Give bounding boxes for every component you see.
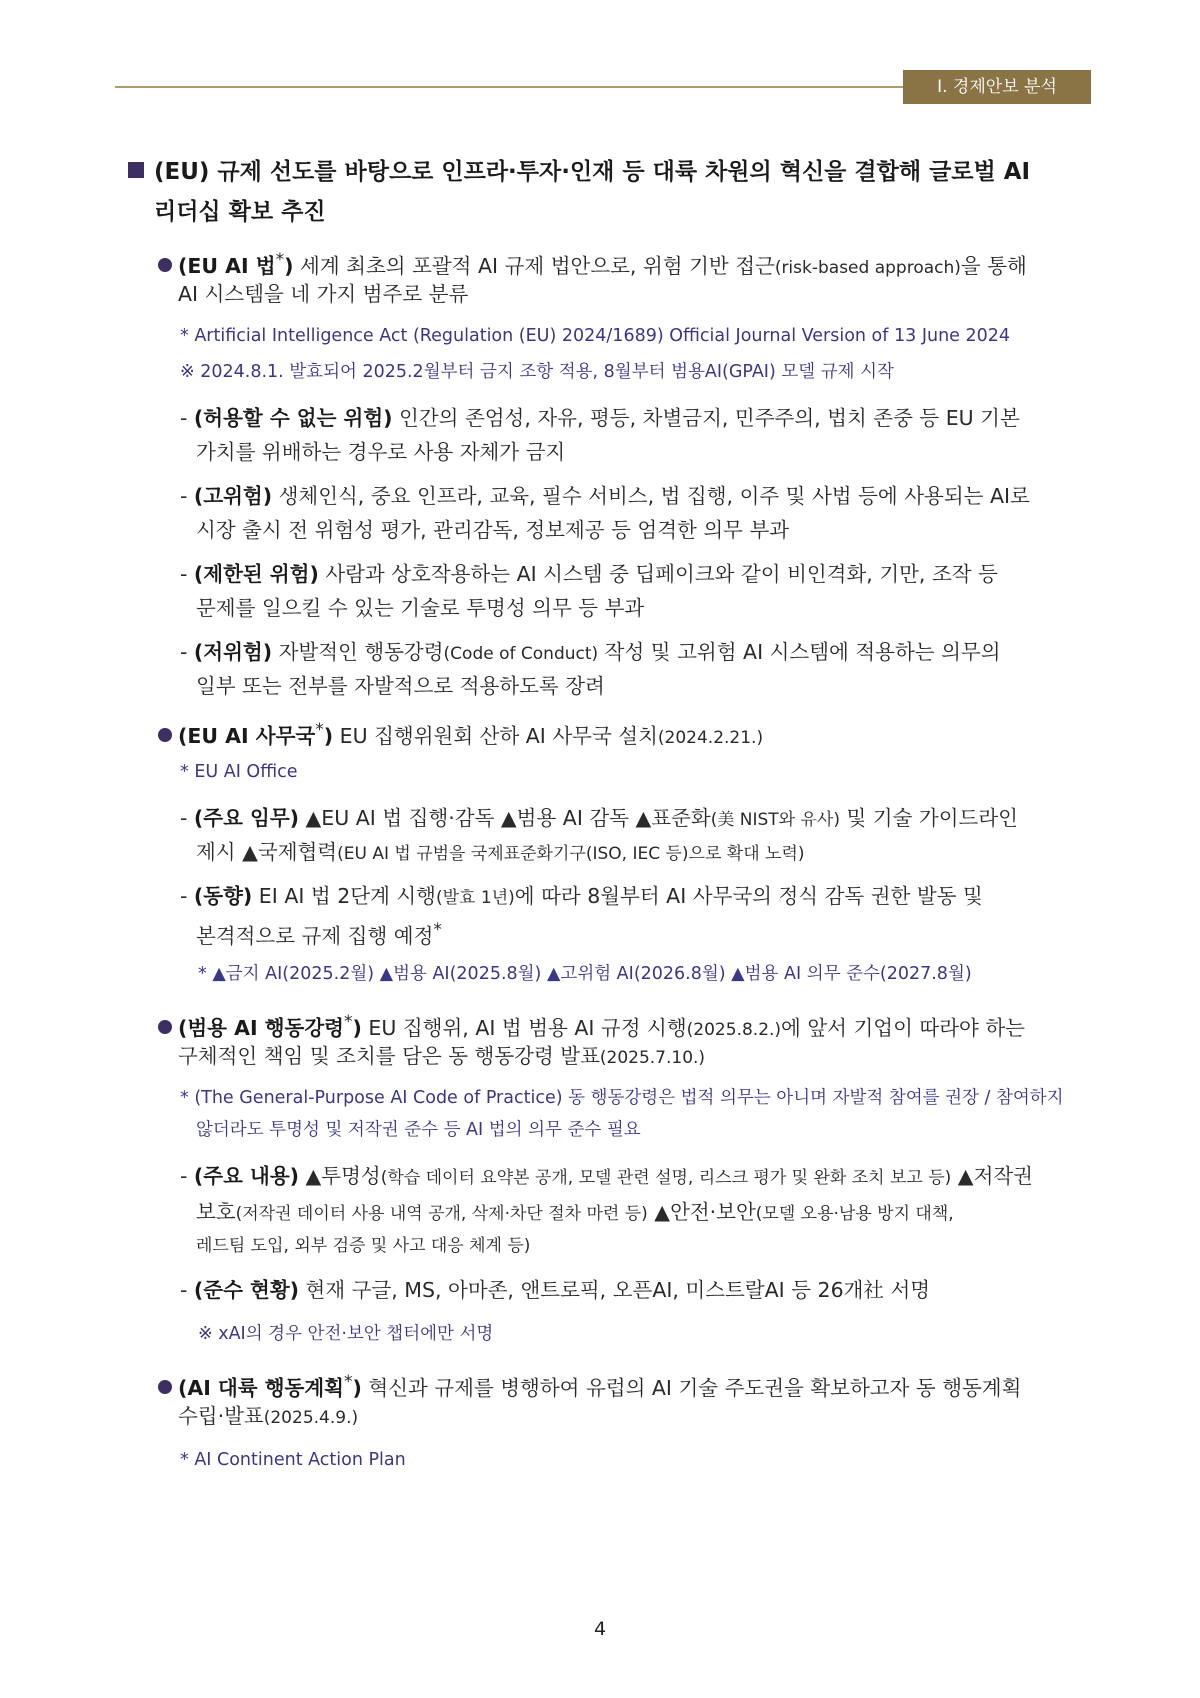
dash-main-content: - (주요 내용) ▲투명성(학습 데이터 요약본 공개, 모델 관련 설명, 리스크 평가 및 완화 조치 보고 등) ▲저작권 [180, 1164, 1033, 1188]
section-heading-line2 [154, 190, 326, 235]
dash-cont-text: 본격적으로 규제 집행 예정 [196, 923, 434, 948]
dash-lead: (제한된 위험) [193, 562, 319, 586]
bullet-text: 혁신과 규제를 병행하여 유럽의 AI 기술 주도권을 확보하고자 동 행동계획 [361, 1375, 1022, 1400]
dash-text-end: ▲저작권 [951, 1164, 1033, 1188]
page-number: 4 [593, 1618, 607, 1640]
bullet-text-small: (2025.8.2.) [686, 1019, 782, 1040]
circle-bullet-icon [158, 1380, 172, 1394]
bullet-cont-text: 구체적인 책임 및 조치를 담은 동 행동강령 발표 [178, 1044, 600, 1068]
dash-main-tasks-cont [196, 834, 1093, 872]
dash-unacceptable: - (허용할 수 없는 위험) 인간의 존엄성, 자유, 평등, 차별금지, 민주주의, 법치 존중 등 EU 기본 [180, 406, 1020, 430]
dash-main-content-cont [196, 1194, 1093, 1232]
dash-text: 인간의 존엄성, 자유, 평등, 차별금지, 민주주의, 법치 존중 등 EU 기본 [392, 406, 1020, 430]
bullet-lead: (EU AI 사무국 [178, 723, 316, 748]
note-regulation: * Artificial Intelligence Act (Regulation (EU) 2024/1689) Official Journal Version of 13 June 2024 [180, 326, 1011, 346]
dash-lead: (저위험) [193, 640, 273, 664]
bullet-text-small: (2024.2.21.) [657, 727, 764, 748]
dash-text: 사람과 상호작용하는 AI 시스템 중 딥페이크와 같이 비인격화, 기만, 조작 등 [318, 562, 998, 586]
footnote-mark: * [433, 920, 442, 940]
bullet-eu-ai-office [158, 712, 1093, 756]
bullet-lead-close: ) [352, 1375, 362, 1400]
dash-text: EI AI 법 2단계 시행 [252, 884, 436, 908]
bullet-cont-text: 수립·발표 [178, 1404, 264, 1428]
heading-line1: (EU) 규제 선도를 바탕으로 인프라·투자·인재 등 대륙 차원의 혁신을 결합해 글로벌 AI [154, 159, 1031, 185]
bullet-lead: (범용 AI 행동강령 [178, 1015, 344, 1040]
dash-lead: (준수 현황) [193, 1278, 300, 1302]
circle-bullet-icon [158, 258, 172, 272]
dash-text: 생체인식, 중요 인프라, 교육, 필수 서비스, 법 집행, 이주 및 사법 등에 사용되는 AI로 [272, 484, 1030, 508]
dash-cont-small-b: (모델 오용·남용 방지 대책, [755, 1204, 954, 1224]
dash-text-end: 에 따라 8월부터 AI 사무국의 정식 감독 권한 발동 및 [514, 884, 983, 908]
header-rule [115, 86, 905, 88]
footnote-mark: * [343, 1372, 353, 1392]
dash-cont-small: (EU AI 법 규범을 국제표준화기구(ISO, IEC 등)으로 확대 노력) [337, 844, 805, 864]
dash-lead: (허용할 수 없는 위험) [193, 406, 393, 430]
dash-compliance: - (준수 현황) 현재 구글, MS, 아마존, 앤트로픽, 오픈AI, 미스트랄AI 등 26개社 서명 [180, 1278, 931, 1302]
dash-limited-risk-cont: 문제를 일으킬 수 있는 기술로 투명성 의무 등 부과 [196, 596, 645, 620]
dash-limited-risk: - (제한된 위험) 사람과 상호작용하는 AI 시스템 중 딥페이크와 같이 비인격화, 기만, 조작 등 [180, 562, 998, 586]
note-code-of-practice: * (The General-Purpose AI Code of Practice) 동 행동강령은 법적 의무는 아니며 자발적 참여를 권장 / 참여하지 [180, 1088, 1064, 1108]
bullet-eu-ai-act-cont: AI 시스템을 네 가지 범주로 분류 [178, 282, 469, 306]
bullet-lead-close: ) [323, 723, 334, 748]
bullet-lead-close: ) [352, 1015, 362, 1040]
square-bullet-icon [128, 162, 144, 178]
dash-text: ▲투명성 [299, 1164, 381, 1188]
bullet-lead: (AI 대륙 행동계획 [178, 1375, 344, 1400]
bullet-text: EU 집행위원회 산하 AI 사무국 설치 [333, 723, 658, 748]
dash-text-end: 및 기술 가이드라인 [839, 806, 1018, 830]
bullet-text-small: (risk-based approach) [774, 257, 961, 278]
dash-main-content-cont2: 레드팀 도입, 외부 검증 및 사고 대응 체계 등) [196, 1236, 531, 1256]
bullet-cont-small: (2025.4.9.) [263, 1408, 359, 1428]
note-ai-continent: * AI Continent Action Plan [180, 1450, 406, 1470]
note-effective: ※ 2024.8.1. 발효되어 2025.2월부터 금지 조항 적용, 8월부터 범용AI(GPAI) 모델 규제 시작 [180, 362, 894, 382]
dash-low-risk: - (저위험) 자발적인 행동강령(Code of Conduct) 작성 및 고위험 AI 시스템에 적용하는 의무의 [180, 640, 1001, 664]
heading-line2: 리더십 확보 추진 [154, 199, 326, 225]
dash-text: ▲EU AI 법 집행·감독 ▲범용 AI 감독 ▲표준화 [299, 806, 711, 830]
bullet-cont-small: (2025.7.10.) [599, 1048, 706, 1068]
dash-text-small: (Code of Conduct) [443, 644, 599, 664]
dash-cont-small: (저작권 데이터 사용 내역 공개, 삭제·차단 절차 마련 등) [235, 1204, 648, 1224]
dash-text-end: 작성 및 고위험 AI 시스템에 적용하는 의무의 [598, 640, 1001, 664]
section-heading [128, 150, 1030, 195]
dash-lead: (동향) [193, 884, 253, 908]
circle-bullet-icon [158, 728, 172, 742]
dash-text-small: (발효 1년) [436, 888, 515, 908]
bullet-text-end: 을 통해 [960, 253, 1027, 278]
circle-bullet-icon [158, 1020, 172, 1034]
dash-high-risk-cont: 시장 출시 전 위험성 평가, 관리감독, 정보제공 등 엄격한 의무 부과 [196, 518, 790, 542]
footnote-mark: * [275, 250, 285, 270]
dash-lead: (주요 임무) [193, 806, 300, 830]
dash-text: 자발적인 행동강령 [272, 640, 444, 664]
note-code-of-practice-cont: 않더라도 투명성 및 저작권 준수 등 AI 법의 의무 준수 필요 [196, 1120, 641, 1140]
dash-text: 현재 구글, MS, 아마존, 앤트로픽, 오픈AI, 미스트랄AI 등 26개社 서명 [299, 1278, 931, 1302]
dash-trend-cont [196, 912, 1093, 954]
dash-text-small: (학습 데이터 요약본 공개, 모델 관련 설명, 리스크 평가 및 완화 조치 보고 등) [380, 1168, 952, 1188]
note-ai-office: * EU AI Office [180, 762, 298, 782]
section-badge: Ⅰ. 경제안보 분석 [903, 70, 1091, 104]
bullet-lead-close: ) [284, 253, 294, 278]
dash-lead: (주요 내용) [193, 1164, 300, 1188]
note-timeline: * ▲금지 AI(2025.2월) ▲범용 AI(2025.8월) ▲고위험 AI(2026.8월) ▲범용 AI 의무 준수(2027.8월) [198, 964, 972, 984]
dash-low-risk-cont: 일부 또는 전부를 자발적으로 적용하도록 장려 [196, 674, 605, 698]
footnote-mark: * [343, 1012, 353, 1032]
dash-lead: (고위험) [193, 484, 273, 508]
bullet-ai-continent-cont [178, 1398, 1093, 1436]
bullet-text: EU 집행위, AI 법 범용 AI 규정 시행 [361, 1015, 687, 1040]
footnote-mark: * [315, 720, 324, 740]
dash-main-tasks: - (주요 임무) ▲EU AI 법 집행·감독 ▲범용 AI 감독 ▲표준화(美 NIST와 유사) 및 기술 가이드라인 [180, 806, 1018, 830]
dash-cont-text: 제시 ▲국제협력 [196, 840, 338, 864]
bullet-code-of-practice-cont [178, 1038, 1093, 1076]
dash-unacceptable-cont: 가치를 위배하는 경우로 사용 자체가 금지 [196, 440, 566, 464]
bullet-text: 세계 최초의 포괄적 AI 규제 법안으로, 위험 기반 접근 [293, 253, 775, 278]
dash-text-small: (美 NIST와 유사) [710, 810, 840, 830]
note-xai: ※ xAI의 경우 안전·보안 챕터에만 서명 [198, 1324, 494, 1344]
dash-trend: - (동향) EI AI 법 2단계 시행(발효 1년)에 따라 8월부터 AI 사무국의 정식 감독 권한 발동 및 [180, 884, 983, 908]
dash-cont-text-b: ▲안전·보안 [647, 1200, 756, 1224]
bullet-lead: (EU AI 법 [178, 253, 276, 278]
dash-cont-text: 보호 [196, 1200, 236, 1224]
dash-high-risk: - (고위험) 생체인식, 중요 인프라, 교육, 필수 서비스, 법 집행, 이주 및 사법 등에 사용되는 AI로 [180, 484, 1030, 508]
bullet-text-end: 에 앞서 기업이 따라야 하는 [781, 1015, 1025, 1040]
